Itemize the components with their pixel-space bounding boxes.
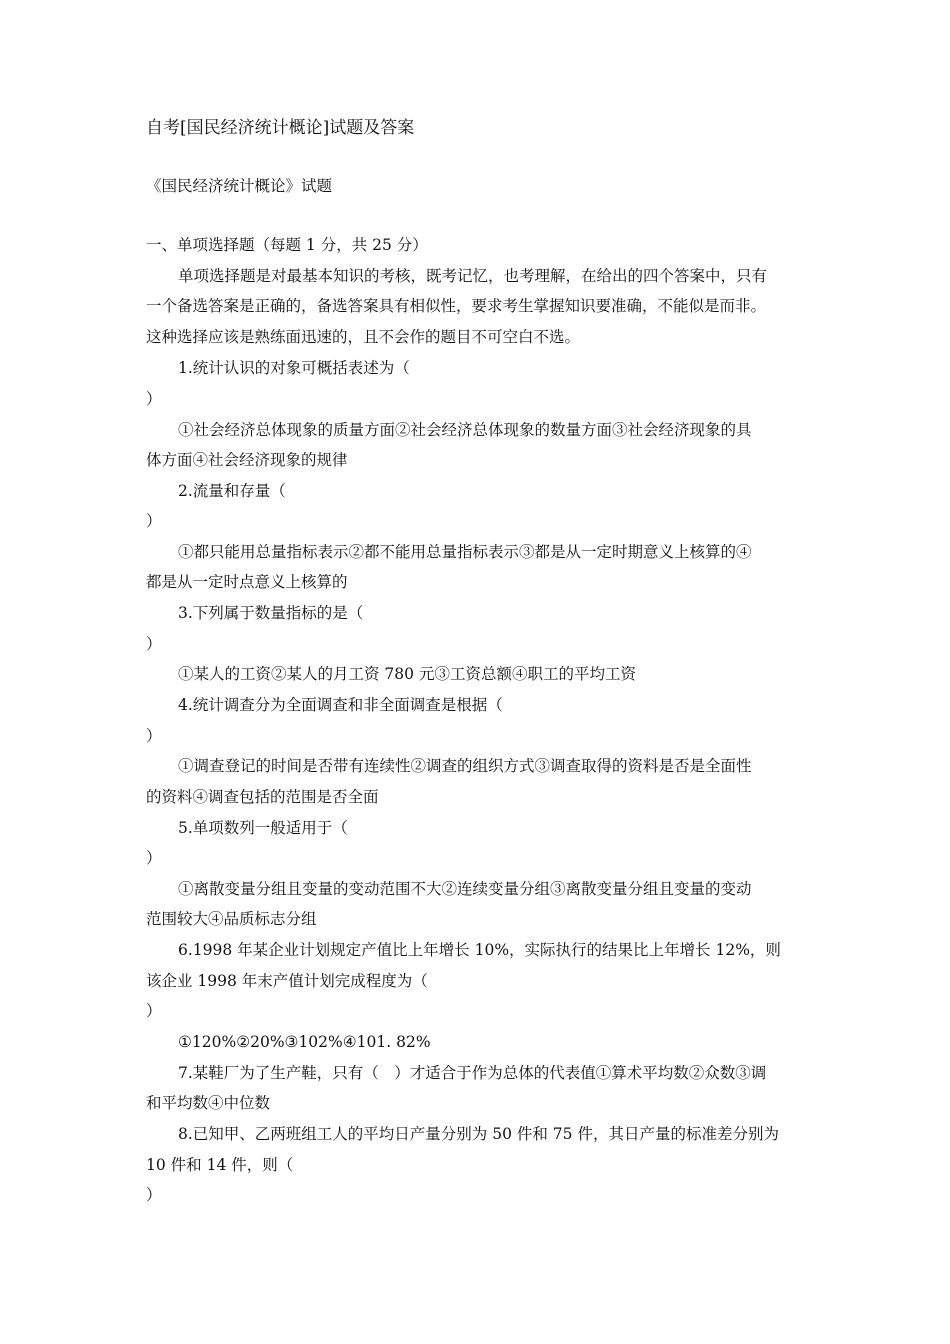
question-1-options: 体方面④社会经济现象的规律 (146, 451, 348, 469)
document-subtitle: 《国民经济统计概论》试题 (146, 177, 333, 195)
question-2-options: 都是从一定时点意义上核算的 (146, 573, 348, 591)
intro-line: 这种选择应该是熟练面迅速的，且不会作的题目不可空白不选。 (146, 328, 581, 346)
question-4-stem: 4.统计调查分为全面调查和非全面调查是根据（ (178, 696, 503, 714)
section-heading: 一、单项选择题（每题 1 分，共 25 分） (146, 236, 428, 254)
question-3-close: ） (146, 635, 162, 653)
question-6-close: ） (146, 1002, 162, 1020)
question-5-options: ①离散变量分组且变量的变动范围不大②连续变量分组③离散变量分组且变量的变动 (178, 880, 752, 898)
question-5-close: ） (146, 849, 162, 867)
question-2-stem: 2.流量和存量（ (178, 482, 286, 500)
question-8-close: ） (146, 1186, 162, 1204)
question-4-options: 的资料④调查包括的范围是否全面 (146, 788, 379, 806)
question-2-close: ） (146, 512, 162, 530)
question-2-options: ①都只能用总量指标表示②都不能用总量指标表示③都是从一定时期意义上核算的④ (178, 543, 752, 561)
intro-line: 单项选择题是对最基本知识的考核，既考记忆，也考理解，在给出的四个答案中，只有 (178, 267, 768, 285)
question-8-stem: 10 件和 14 件，则（ (146, 1156, 294, 1174)
question-3-stem: 3.下列属于数量指标的是（ (178, 604, 364, 622)
question-7-stem: 7.某鞋厂为了生产鞋，只有（ ）才适合于作为总体的代表值①算术平均数②众数③调 (178, 1064, 767, 1082)
question-6-stem: 6.1998 年某企业计划规定产值比上年增长 10%，实际执行的结果比上年增长 12%，则 (178, 941, 781, 959)
question-7-stem: 和平均数④中位数 (146, 1094, 271, 1112)
question-8-stem: 8.已知甲、乙两班组工人的平均日产量分别为 50 件和 75 件，其日产量的标准差分别为 (178, 1125, 779, 1143)
question-5-stem: 5.单项数列一般适用于（ (178, 819, 348, 837)
question-1-stem: 1.统计认识的对象可概括表述为（ (178, 359, 410, 377)
document-title: 自考[国民经济统计概论]试题及答案 (146, 118, 415, 138)
question-6-options: ①120%②20%③102%④101. 82% (178, 1033, 431, 1051)
question-5-options: 范围较大④品质标志分组 (146, 910, 317, 928)
question-6-stem: 该企业 1998 年末产值计划完成程度为（ (146, 972, 428, 990)
question-1-close: ） (146, 390, 162, 408)
question-4-options: ①调查登记的时间是否带有连续性②调查的组织方式③调查取得的资料是否是全面性 (178, 757, 752, 775)
question-1-options: ①社会经济总体现象的质量方面②社会经济总体现象的数量方面③社会经济现象的具 (178, 421, 752, 439)
intro-line: 一个备选答案是正确的，备选答案具有相似性，要求考生掌握知识要准确，不能似是而非。 (146, 297, 767, 315)
question-3-options: ①某人的工资②某人的月工资 780 元③工资总额④职工的平均工资 (178, 665, 636, 683)
question-4-close: ） (146, 727, 162, 745)
